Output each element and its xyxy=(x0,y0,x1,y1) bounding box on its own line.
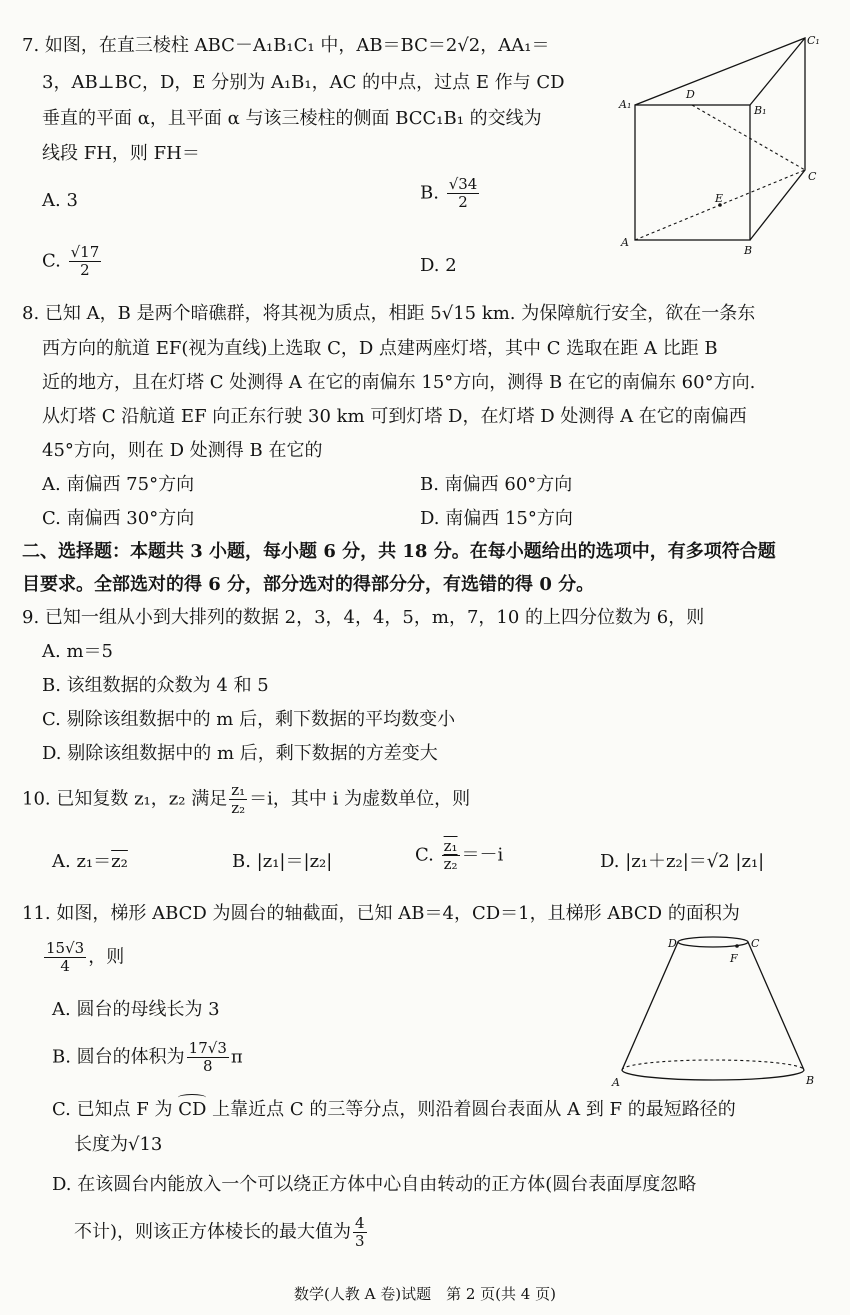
q7-prism-figure xyxy=(615,30,830,260)
q11-label-a: A xyxy=(612,1076,620,1089)
q9-option-b: B. 该组数据的众数为 4 和 5 xyxy=(42,675,269,696)
q8-line-1: 8. 已知 A，B 是两个暗礁群，将其视为质点，相距 5√15 km. 为保障航行安全，欲在一条东 xyxy=(22,303,756,324)
q10-stem: 10. 已知复数 z₁，z₂ 满足 $\frac{\text{z₁}}{\text{z₂}}$ ＝i，其中 i 为虚数单位，则 xyxy=(22,781,471,817)
q11-frustum-figure xyxy=(610,930,825,1090)
q7-label-b1: B₁ xyxy=(754,104,767,117)
q11-option-b-fraction: $\frac{17√3}{8}$ xyxy=(188,1039,227,1075)
q7-option-c-fraction: $\frac{√17}{2}$ xyxy=(70,243,100,279)
q9-stem: 9. 已知一组从小到大排列的数据 2，3，4，4，5，m，7，10 的上四分位数为 6，则 xyxy=(22,607,705,628)
q11-label-d: D xyxy=(668,937,677,950)
q7-line-1: 7. 如图，在直三棱柱 ABC－A₁B₁C₁ 中，AB＝BC＝2√2，AA₁＝ xyxy=(22,35,550,56)
q7-option-d: D. 2 xyxy=(420,255,457,276)
q7-option-b: B. $\frac{√34}{2}$ xyxy=(420,175,478,211)
q11-label-f: F xyxy=(730,952,738,965)
q11-label-b: B xyxy=(806,1074,815,1087)
q11-area-fraction: $\frac{15√3}{4}$ xyxy=(46,939,85,975)
q11-option-d-line-1: D. 在该圆台内能放入一个可以绕正方体中心自由转动的正方体(圆台表面厚度忽略 xyxy=(52,1174,697,1195)
q7-label-d: D xyxy=(686,88,695,101)
q7-option-b-fraction: $\frac{√34}{2}$ xyxy=(448,175,478,211)
q11-label-c: C xyxy=(751,937,760,950)
q7-label-c: C xyxy=(808,170,817,183)
q7-option-a: A. 3 xyxy=(42,190,78,211)
q7-label-a: A xyxy=(621,236,629,249)
q11-option-b: B. 圆台的体积为 $\frac{17√3}{8}$ π xyxy=(52,1039,243,1075)
q7-line-4: 线段 FH，则 FH＝ xyxy=(42,143,200,164)
q10-option-b: B. |z₁|＝|z₂| xyxy=(232,851,333,872)
q11-option-d-line-2: 不计)，则该正方体棱长的最大值为 $\frac{4}{3}$ xyxy=(74,1214,365,1250)
q10-stem-fraction: $\frac{\text{z₁}}{\text{z₂}}$ xyxy=(231,781,246,817)
q11-arc-cd-symbol xyxy=(178,1094,206,1101)
q7-line-2: 3，AB⊥BC，D，E 分别为 A₁B₁，AC 的中点，过点 E 作与 CD xyxy=(42,72,565,93)
q8-option-a: A. 南偏西 75°方向 xyxy=(42,474,195,495)
q7-line-3: 垂直的平面 α，且平面 α 与该三棱柱的侧面 BCC₁B₁ 的交线为 xyxy=(42,108,542,129)
q11-stem: 11. 如图，梯形 ABCD 为圆台的轴截面，已知 AB＝4，CD＝1，且梯形 ABCD 的面积为 xyxy=(22,903,740,924)
q8-option-c: C. 南偏西 30°方向 xyxy=(42,508,195,529)
q11-option-a: A. 圆台的母线长为 3 xyxy=(52,999,220,1020)
q10-option-d: D. |z₁＋z₂|＝√2 |z₁| xyxy=(600,851,765,872)
q7-label-c1: C₁ xyxy=(807,34,820,47)
q8-line-2: 西方向的航道 EF(视为直线)上选取 C，D 点建两座灯塔，其中 C 选取在距 A 比距 B xyxy=(42,338,718,359)
q9-option-a: A. m＝5 xyxy=(42,641,113,662)
section-2-heading-line-2: 目要求。全部选对的得 6 分，部分选对的得部分分，有选错的得 0 分。 xyxy=(22,574,595,595)
q7-option-c: C. $\frac{√17}{2}$ xyxy=(42,243,100,279)
section-2-heading-line-1: 二、选择题：本题共 3 小题，每小题 6 分，共 18 分。在每小题给出的选项中，有多项符合题 xyxy=(22,541,776,562)
page-footer: 数学(人教 A 卷)试题 第 2 页(共 4 页) xyxy=(294,1285,556,1303)
q8-line-5: 45°方向，则在 D 处测得 B 在它的 xyxy=(42,440,323,461)
q11-option-d-fraction: $\frac{4}{3}$ xyxy=(355,1214,365,1250)
q8-option-d: D. 南偏西 15°方向 xyxy=(420,508,573,529)
q11-option-c-line-1: C. 已知点 F 为 CD 上靠近点 C 的三等分点，则沿着圆台表面从 A 到 F 的最短路径的 xyxy=(52,1098,736,1122)
q8-line-4: 从灯塔 C 沿航道 EF 向正东行驶 30 km 可到灯塔 D，在灯塔 D 处测得 A 在它的南偏西 xyxy=(42,406,747,427)
q10-option-c-fraction: $\frac{\text{z₁}}{\text{z₂}}$ xyxy=(443,837,458,873)
q10-option-c: C. $\frac{\text{z₁}}{\text{z₂}}$ ＝－i xyxy=(415,837,504,873)
q11-area-expression: $\frac{15√3}{4}$ ，则 xyxy=(46,939,125,975)
q8-line-3: 近的地方，且在灯塔 C 处测得 A 在它的南偏东 15°方向，测得 B 在它的南偏东 60°方向. xyxy=(42,372,756,393)
q11-option-c-line-2: 长度为√13 xyxy=(74,1134,163,1155)
q7-label-e: E xyxy=(715,192,724,205)
q10-option-a: A. z₁＝z₂ xyxy=(52,851,128,872)
q7-label-a1: A₁ xyxy=(619,98,632,111)
q7-label-b: B xyxy=(744,244,753,257)
q8-option-b: B. 南偏西 60°方向 xyxy=(420,474,573,495)
q9-option-d: D. 剔除该组数据中的 m 后，剩下数据的方差变大 xyxy=(42,743,438,764)
q9-option-c: C. 剔除该组数据中的 m 后，剩下数据的平均数变小 xyxy=(42,709,456,730)
